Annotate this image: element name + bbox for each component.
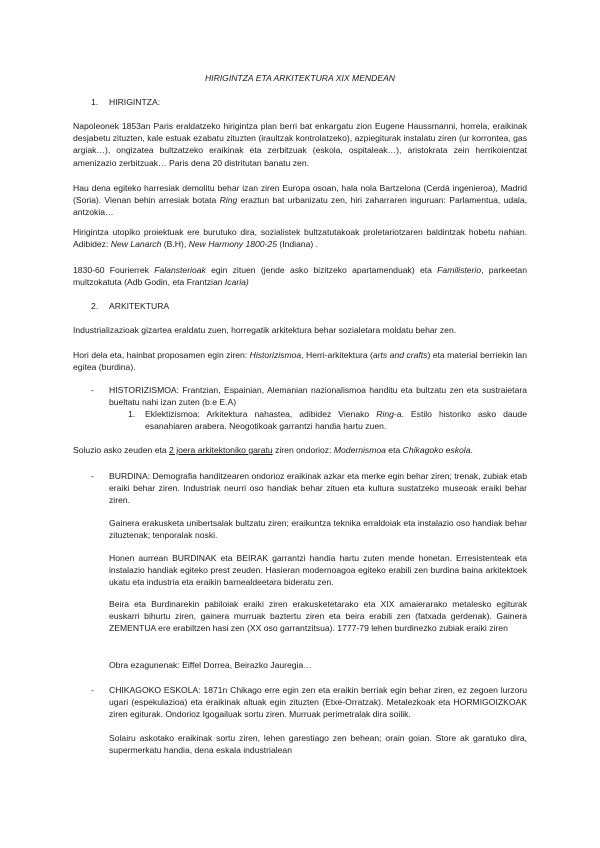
text-run: Hori dela eta, hainbat proposamen egin ziren:	[73, 350, 250, 360]
list-item-burdina	[91, 470, 527, 507]
text-run: Soluzio asko zeuden eta	[73, 445, 170, 455]
italic-term: Historizismoa	[249, 350, 302, 360]
section-heading-text: HIRIGINTZA:	[109, 97, 161, 107]
section-heading-text: ARKITEKTURA	[109, 301, 170, 311]
list-item-text: HISTORIZISMOA: Frantzian, Espainian, Alemanian nazionalismoa handitu eta bultzatu zen eta sustraietara bueltatu nahi izan zuten (b.e E.A)	[109, 385, 527, 408]
dash-bullet: -	[91, 685, 94, 695]
section-heading-hirigintza	[91, 96, 160, 108]
text-run: Hau dena egiteko harresiak demolitu behar izan ziren Europa osoan, hala nola Bartzelona (Cerdá ingenieroa), Madrid (Soria). Vienan behin arresiak botata	[73, 183, 527, 206]
section-heading-arkitektura	[91, 300, 169, 312]
text-run: (Indiana) .	[276, 239, 319, 250]
italic-term: Ring	[376, 409, 394, 419]
section-number: 2.	[91, 301, 99, 311]
paragraph-burdina-beira: Honen aurrean BURDINAK eta BEIRAK garrantzi handia hartu zuten mende honetan. Erresistenteak eta instalazio handiak egiteko prest zeuden. Hasieran modernoagoa egiteko erabili zen burdina baina arkitektoek ukatu eta industria eta eraikin barnealdeetara bideratu zen.	[109, 553, 527, 588]
text-run: , Herri-arkitektura (	[301, 350, 373, 360]
section-number: 1.	[91, 97, 99, 107]
text-run: eraztun bat urbanizatu zen, hiri zaharraren inguruan: Parlamentua, udala, antzokia…	[73, 195, 527, 218]
text-run: Hirigintza utopiko proiektuak ere burutuko dira, sozialistek bultzatutakoak proletariotzaren baldintzak hobetu nahian. Adibidez:	[73, 227, 527, 250]
text-run: -a. Estilo historiko asko daude esanahiaren arabera. Neogotikoak garrantzi handia hartu zuen.	[145, 409, 527, 432]
paragraph-soluzio	[73, 444, 527, 456]
dash-bullet: -	[91, 471, 94, 481]
sub-item-number: 1.	[128, 409, 136, 419]
sub-item-eklektizismoa	[128, 408, 527, 432]
paragraph-solairu: Solairu askotako eraikinak sortu ziren, lehen garestiago zen behean; orain goian. Store ak garatuko dira, supermerkatu handia, dena eskala industrialean	[109, 733, 527, 756]
paragraph-industrializazioa: Industrializazioak gizartea eraldatu zuen, horregatik arkitektura behar sozialetara moldatu behar zen.	[73, 325, 457, 335]
document-title: HIRIGINTZA ETA ARKITEKTURA XIX MENDEAN	[204, 73, 396, 83]
list-item-chikagoko-eskola	[91, 684, 527, 721]
text-run: .	[470, 445, 473, 455]
text-run: ) eta material berriekin lan egitea (burdina).	[73, 350, 527, 373]
italic-term: Falansterioak	[154, 265, 206, 275]
paragraph-pabiloiak: Beira eta Burdinarekin pabiloiak eraiki ziren erakusketetarako eta XIX amaierarako metalesko egiturak euskarri bihurtu ziren, gainera murruak baztertu ziren eta beira erabili zen (fatxada gerdenak). Gainera ZEMENTUA ere erabiltzen hasi zen (XX oso garrantzitsua). 1777-79 lehen burdinezko zubiak eraiki ziren	[109, 599, 527, 634]
dash-bullet: -	[91, 385, 94, 395]
list-item-text: CHIKAGOKO ESKOLA: 1871n Chikago erre egin zen eta eraikin berriak egin behar ziren, ez zegoen lurzoru ugari (espekulazioa) eta eraikinak altuak egin zituzten (Etxe-Orratzak). Metalezkoak eta HORMIGOIZKOAK ziren egiturak. Ondorioz Igogailuak sortu ziren. Murruak perimetralak dira soilik.	[109, 685, 527, 720]
text-run: (B.H),	[161, 239, 189, 250]
italic-term: arts and crafts	[372, 350, 428, 360]
italic-term: New Lanarch	[110, 239, 162, 250]
text-run: ziren ondorioz:	[272, 445, 334, 455]
paragraph-haussmann: Napoleonek 1853an Paris eraldatzeko hirigintza plan berri bat enkargatu zion Eugene Haussmanni, horrela, eraikinak desjabetu zituzten, kale estuak ezabatu zituzten (iraultzak kontrolatzeko), azpiegiturak instalatu ziren (ur korrontea, gas argiak…), ongizatea bultzatzeko eraikinak eta zerbitzuak (eskola, ospitaleak…), aristokrata zein herrikoientzat amenizazio zerbitzuak… Paris dena 20 distritutan banatu zen.	[73, 121, 527, 168]
italic-term: Icaria)	[224, 277, 249, 288]
list-item-historizismoa	[91, 384, 527, 408]
text-run: 1830-60 Fourierrek	[73, 265, 155, 275]
paragraph-harresiak	[73, 182, 527, 219]
text-run: eta	[385, 445, 403, 455]
underlined-text: 2 joera arkitektoniko garatu	[169, 445, 273, 455]
italic-term: Chikagoko eskola	[402, 445, 471, 455]
paragraph-proposamenak	[73, 349, 527, 373]
paragraph-obra-ezagunenak: Obra ezagunenak: Eiffel Dorrea, Beirazko Jauregia…	[109, 660, 312, 670]
paragraph-fourier	[73, 264, 527, 288]
text-run: , parkeetan multzokatuta (Adb Godin, eta Frantzian	[73, 265, 527, 288]
italic-term: Ring	[219, 195, 238, 206]
paragraph-utopiko	[73, 226, 527, 250]
text-run: egin zituen (jende asko bizitzeko apartamenduak) eta	[205, 265, 438, 275]
italic-term: Familisterio	[437, 265, 482, 275]
text-run: Eklektizismoa: Arkitektura nahastea, adibidez Vienako	[145, 409, 377, 419]
list-item-text: BURDINA: Demografia handitzearen ondorioz eraikinak azkar eta merke egin behar ziren; trenak, zubiak etab eraiki behar ziren. Industriak neurri oso handiak behar zituen eta kultura sustatzeko museoak eraiki behar ziren.	[109, 471, 527, 506]
italic-term: Modernismoa	[333, 445, 386, 455]
paragraph-erakusketak: Gainera erakusketa unibertsalak bultzatu ziren; eraikuntza teknika erraldoiak eta instalazio oso handiak behar zituztenak; tenporalak noski.	[109, 518, 527, 541]
italic-term: New Harmony 1800-25	[188, 239, 277, 250]
